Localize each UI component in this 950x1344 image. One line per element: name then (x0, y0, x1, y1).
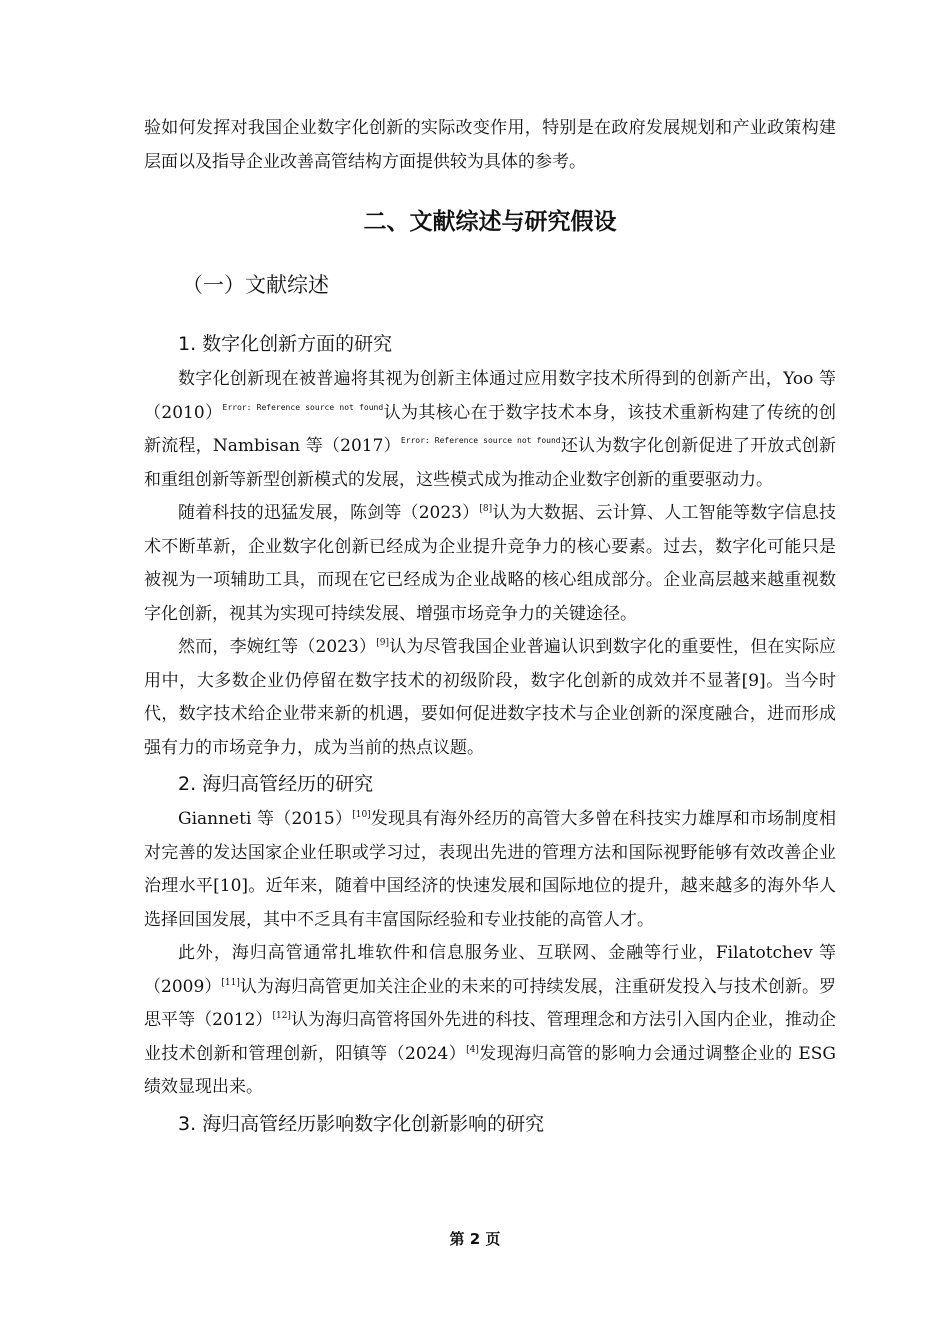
citation-superscript: [11] (221, 977, 240, 988)
text-run: 发现海归高管的影响力会通过调整企业的 ESG 绩效显现出来。 (144, 1043, 837, 1097)
citation-superscript: [4] (466, 1044, 479, 1055)
section-title: （一）文献综述 (182, 273, 329, 297)
citation-superscript: [10] (352, 810, 371, 820)
text-run: Gianneti 等（2015） (178, 809, 353, 829)
subsection-title-1: 1. 数字化创新方面的研究 (178, 333, 393, 355)
subsection-title-3: 3. 海归高管经历影响数字化创新影响的研究 (178, 1112, 545, 1135)
chapter-title: 二、文献综述与研究假设 (363, 209, 617, 235)
text-run: 然而，李婉红等（2023） (178, 637, 377, 657)
text-run: 认为其核心在于数字技术本身，该技术重新构建了传统的创新流程，Nambisan 等（2017） (144, 402, 837, 456)
paragraph-digital-innovation-3 (144, 631, 836, 765)
text-run: 认为海归高管更加关注企业的未来的可持续发展，注重研发投入与技术创新。罗思平等（2012） (144, 976, 837, 1030)
text-run: 随着科技的迅猛发展，陈剑等（2023） (178, 503, 480, 523)
text-run: 认为海归高管将国外先进的科技、管理理念和方法引入国内企业，推动企业技术创新和管理创新，阳镇等（2024） (144, 1010, 837, 1064)
subsection-title-2: 2. 海归高管经历的研究 (178, 773, 374, 795)
page-number: 第 2 页 (449, 1230, 501, 1248)
intro-paragraph: 验如何发挥对我国企业数字化创新的实际改变作用，特别是在政府发展规划和产业政策构建层面以及指导企业改善高管结构方面提供较为具体的参考。 (144, 118, 836, 172)
text-run: 此外，海归高管通常扎堆软件和信息服务业、互联网、金融等行业，Filatotchev 等（2009） (144, 943, 836, 997)
citation-error: Error: Reference source not found (400, 436, 561, 445)
paragraph-digital-innovation-1 (144, 363, 836, 497)
citation-superscript: [8] (479, 504, 493, 514)
paragraph-returnee-executives-1 (144, 803, 836, 937)
citation-superscript: [9] (376, 638, 389, 648)
citation-error: Error: Reference source not found (222, 402, 384, 412)
page-content (144, 112, 836, 1143)
text-run: 还认为数字化创新促进了开放式创新和重组创新等新型创新模式的发展，这些模式成为推动企业数字创新的重要驱动力。 (144, 436, 836, 490)
text-run: 认为大数据、云计算、人工智能等数字信息技术不断革新，企业数字化创新已经成为企业提升竞争力的核心要素。过去，数字化可能只是被视为一项辅助工具，而现在它已经成为企业战略的核心组成部分。企业高层越来越重视数字化创新，视其为实现可持续发展、增强市场竞争力的关键途径。 (144, 503, 837, 624)
paragraph-digital-innovation-2 (144, 497, 836, 631)
citation-superscript: [12] (272, 1011, 291, 1021)
text-run: 数字化创新现在被普遍将其视为创新主体通过应用数字技术所得到的创新产出，Yoo 等（2010） (144, 369, 836, 423)
text-run: 发现具有海外经历的高管大多曾在科技实力雄厚和市场制度相对完善的发达国家企业任职或学习过，表现出先进的管理方法和国际视野能够有效改善企业治理水平[10]。近年来，随着中国经济的快速发展和国际地位的提升，越来越多的海外华人选择回国发展，其中不乏具有丰富国际经验和专业技能的高管人才。 (144, 809, 837, 930)
text-run: 认为尽管我国企业普遍认识到数字化的重要性，但在实际应用中，大多数企业仍停留在数字技术的初级阶段，数字化创新的成效并不显著[9]。当今时代，数字技术给企业带来新的机遇，要如何促进数字技术与企业创新的深度融合，进而形成强有力的市场竞争力，成为当前的热点议题。 (144, 637, 837, 758)
paragraph-returnee-executives-2 (144, 937, 836, 1105)
